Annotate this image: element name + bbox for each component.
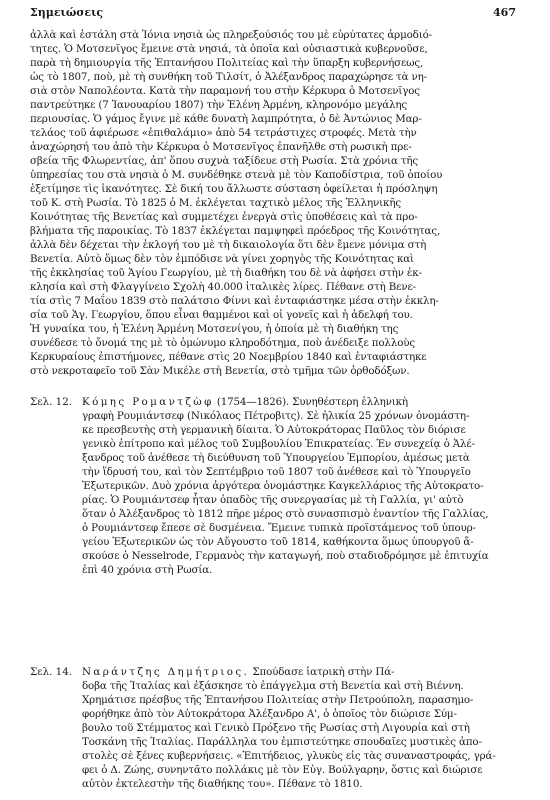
text-line: ἀλλὰ δὲν δέχεται τὴν ἐκλογή του μὲ τὴ δικαιολογία ὅτι δὲν ἔμενε μόνιμα στὴ bbox=[30, 239, 427, 251]
text-line: Κοινότητας τῆς Βενετίας καὶ συμμετέχει ἐνεργὰ στὶς ὑποθέσεις καὶ τὰ προ- bbox=[30, 211, 418, 223]
text-line: βουλο τοῦ Στέμματος καὶ Γενικὸ Πρόξενο τῆς Ρωσίας στὴ Λιγουρία καὶ στὴ bbox=[82, 722, 470, 734]
text-line: Χρημάτισε πρέσβυς τῆς Ἑπτανήσου Πολιτείας στὴν Πετρούπολη, παρασημο- bbox=[82, 694, 474, 706]
text-line: τὴν ἵδρυσή του, καὶ τὸν Σεπτέμβριο τοῦ 1807 τοῦ ἀνέθεσε καὶ τὸ Ὑπουργεῖο bbox=[82, 466, 471, 478]
text-line: Ἐξωτερικῶν. Δυὸ χρόνια ἀργότερα ὀνομάστηκε Καγκελλάριος τῆς Αὐτοκρατο- bbox=[82, 480, 484, 492]
note-page-label: Σελ. 12. bbox=[30, 396, 73, 408]
text-line: ἐξετίμησε τὶς ἱκανότητες. Σὲ δική του ἄλλωστε σύσταση ὀφείλεται ἡ πρόσληψη bbox=[30, 183, 438, 195]
text-line: κλησία καὶ στὴ Φλαγγίνειο Σχολὴ 40.000 ἰταλικὲς λίρες. Πέθανε στὴ Βενε- bbox=[30, 281, 416, 293]
text-line: τοῦ Κ. στὴ Ρωσία. Τὸ 1825 ὁ Μ. ἐκλέγεται ταχτικὸ μέλος τῆς Ἑλληνικῆς bbox=[30, 197, 401, 209]
note-page-label: Σελ. 14. bbox=[30, 666, 73, 678]
text-line: ὡς τὸ 1807, ποὺ, μὲ τὴ συνθήκη τοῦ Τιλσίτ, ὁ Ἀλέξανδρος παραχώρησε τὰ νη- bbox=[30, 71, 427, 83]
text-line: περιουσίας. Ὁ γάμος ἔγινε μὲ κάθε δυνατὴ λαμπρότητα, ὁ δὲ Ἀντώνιος Μαρ- bbox=[30, 113, 422, 125]
text-line: φει ὁ Δ. Ζώης, συνηντᾶτο πολλάκις μὲ τὸν Εὐγ. Βούλγαρην, ὅστις καὶ διώρισε bbox=[82, 764, 483, 776]
text-line: σκούσε ὁ Nesselrode, Γερμανὸς τὴν καταγωγή, ποὺ σταδιοδρόμησε μὲ ἐπιτυχία bbox=[82, 550, 489, 562]
running-title: Σημειώσεις bbox=[30, 6, 104, 19]
text-line: ἐπὶ 40 χρόνια στὴ Ρωσία. bbox=[82, 564, 213, 576]
text-line: Βενετία. Αὐτὸ ὅμως δὲν τὸν ἐμπόδισε νὰ γίνει χορηγὸς τῆς Κοινότητας καὶ bbox=[30, 253, 414, 265]
text-line: αὐτὸν ἐκτελεστὴν τῆς διαθήκης του». Πέθανε τὸ 1810. bbox=[82, 778, 363, 790]
note-heading: Ναράντζης Δημήτριος. bbox=[82, 666, 250, 678]
text-line: τία στὶς 7 Μαΐου 1839 στὸ παλάτσιο Φίννι καὶ ἐνταφιάστηκε μέσα στὴν ἐκκλη- bbox=[30, 295, 439, 307]
text-line: Ἡ γυναίκα του, ἡ Ἑλένη Ἀρμένη Μοτσενίγου, ἡ ὁποία μὲ τὴ διαθήκη της bbox=[30, 323, 399, 335]
text-line: δοβα τῆς Ἰταλίας καὶ ἐξάσκησε τὸ ἐπάγγελμα στὴ Βενετία καὶ στὴ Βιέννη. bbox=[82, 680, 464, 692]
text-line: σιὰ στὸν Ναπολέοντα. Κατὰ τὴν παραμονή του στὴν Κέρκυρα ὁ Μοτσενῖγος bbox=[30, 85, 420, 97]
text-line: ὁ Ρουμιάντσεφ ἔπεσε σὲ δυσμένεια. Ἔμεινε τυπικὰ προϊστάμενος τοῦ ὑπουρ- bbox=[82, 522, 476, 534]
text-line: ἀλλὰ καὶ ἐστάλη στὰ Ἰόνια νησιὰ ὡς πληρεξούσιός του μὲ εὐρύτατες ἁρμοδιό- bbox=[30, 29, 432, 41]
text-line: γραφὴ Ρουμιάντσεφ (Νικόλαος Πέτροβιτς). Σὲ ἡλικία 25 χρόνων ὀνομάστη- bbox=[82, 410, 470, 422]
text-line: ρίας. Ὁ Ρουμιάντσεφ ἦταν ὀπαδὸς τῆς συνεργασίας μὲ τὴ Γαλλία, γι' αὐτὸ bbox=[82, 494, 464, 506]
text-line: σία τοῦ Ἁγ. Γεωργίου, ὅπου εἶναι θαμμένοι καὶ οἱ γονεῖς καὶ ἡ ἀδελφή του. bbox=[30, 309, 413, 321]
text-line: (1754—1826). Συνηθέστερη ἑλληνικὴ bbox=[213, 396, 408, 408]
text-line: στὸ νεκροταφεῖο τοῦ Σὰν Μικέλε στὴ Βενετία, στὸ τμῆμα τῶν ὀρθοδόξων. bbox=[30, 365, 410, 377]
text-line: συνέδεσε τὸ ὄνομά της μὲ τὸ ὁμώνυμο κληροδότημα, ποὺ ἀνέδειξε πολλοὺς bbox=[30, 337, 415, 349]
text-line: παντρεύτηκε (7 Ἰανουαρίου 1807) τὴν Ἑλένη Ἀρμένη, κληρονόμο μεγάλης bbox=[30, 99, 408, 111]
text-line: ξανδρος τοῦ ἀνέθεσε τὴ διεύθυνση τοῦ Ὑπουργείου Ἐμπορίου, ἀμέσως μετὰ bbox=[82, 452, 470, 464]
note-heading-line bbox=[82, 395, 408, 409]
note-heading-line bbox=[82, 665, 394, 679]
text-line: Τοσκάνη τῆς Ἰταλίας. Παράλληλα του ἐμπιστεύτηκε σπουδαῖες μυστικὲς ἀπο- bbox=[82, 736, 482, 748]
text-line: τῆς ἐκκλησίας τοῦ Ἁγίου Γεωργίου, μὲ τὴ διαθήκη του δὲ νὰ ἀφήσει στὴν ἐκ- bbox=[30, 267, 422, 279]
text-line: κε πρεσβευτὴς στὴ γερμανικὴ δίαιτα. Ὁ Αὐτοκράτορας Παῦλος τὸν διόρισε bbox=[82, 424, 466, 436]
text-line: ὑπηρεσίας του στὰ νησιὰ ὁ Μ. συνδέθηκε στενὰ μὲ τὸν Καποδίστρια, τοῦ ὁποίου bbox=[30, 169, 443, 181]
text-line: βλήματα τῆς παροικίας. Τὸ 1837 ἐκλέγεται παμψηφεὶ πρόεδρος τῆς Κοινότητας, bbox=[30, 225, 441, 237]
text-line: γενικὸ ἐπίτροπο καὶ μέλος τοῦ Συμβουλίου Ἐπικρατείας. Ἐν συνεχείᾳ ὁ Ἀλέ- bbox=[82, 438, 475, 450]
text-line: τητες. Ὁ Μοτσενῖγος ἔμεινε στὰ νησιά, τὰ ὁποῖα καὶ οὐσιαστικὰ κυβερνοῦσε, bbox=[30, 43, 428, 55]
text-line: σβεία τῆς Φλωρεντίας, ἀπ' ὅπου συχνὰ ταξίδευε στὴ Ρωσία. Στὰ χρόνια τῆς bbox=[30, 155, 419, 167]
text-line: τελάος τοῦ ἀφιέρωσε «ἐπιθαλάμιο» ἀπὸ 54 τετράστιχες στροφές. Μετὰ τὴν bbox=[30, 127, 417, 139]
note-heading: Κόμης Ρομαντζὼφ bbox=[82, 396, 214, 408]
text-line: Σπούδασε ἰατρικὴ στὴν Πά- bbox=[249, 666, 395, 678]
text-line: στολὲς σὲ ξένες κυβερνήσεις. «Ἐπιτήδειος, γλυκὺς εἰς τὰς συναναστροφάς, γρά- bbox=[82, 750, 496, 762]
text-line: ὅταν ὁ Ἀλέξανδρος τὸ 1812 πῆρε μέρος στὸ συνασπισμὸ ἐναντίον τῆς Γαλλίας, bbox=[82, 508, 489, 520]
text-line: φορήθηκε ἀπὸ τὸν Αὐτοκράτορα Ἀλέξανδρο Α', ὁ ὁποῖος τὸν διώρισε Σύμ- bbox=[82, 708, 457, 720]
text-line: παρὰ τὴ δημιουργία τῆς Ἑπτανήσου Πολιτείας καὶ τὴν ὕπαρξη κυβερνήσεως, bbox=[30, 57, 424, 69]
text-line: γείου Ἐξωτερικῶν ὡς τὸν Αὔγουστο τοῦ 1814, καθήκοντα ὅμως ὑπουργοῦ ἄ- bbox=[82, 536, 474, 548]
text-line: Κερκυραίους ἐπιστήμονες, πέθανε στὶς 20 Νοεμβρίου 1840 καὶ ἐνταφιάστηκε bbox=[30, 351, 427, 363]
page-number: 467 bbox=[493, 6, 516, 19]
page-header bbox=[30, 6, 520, 24]
text-line: ἀναχώρησή του ἀπὸ τὴν Κέρκυρα ὁ Μοτσενῖγος ἐπανῆλθε στὴ ρωσικὴ πρε- bbox=[30, 141, 412, 153]
